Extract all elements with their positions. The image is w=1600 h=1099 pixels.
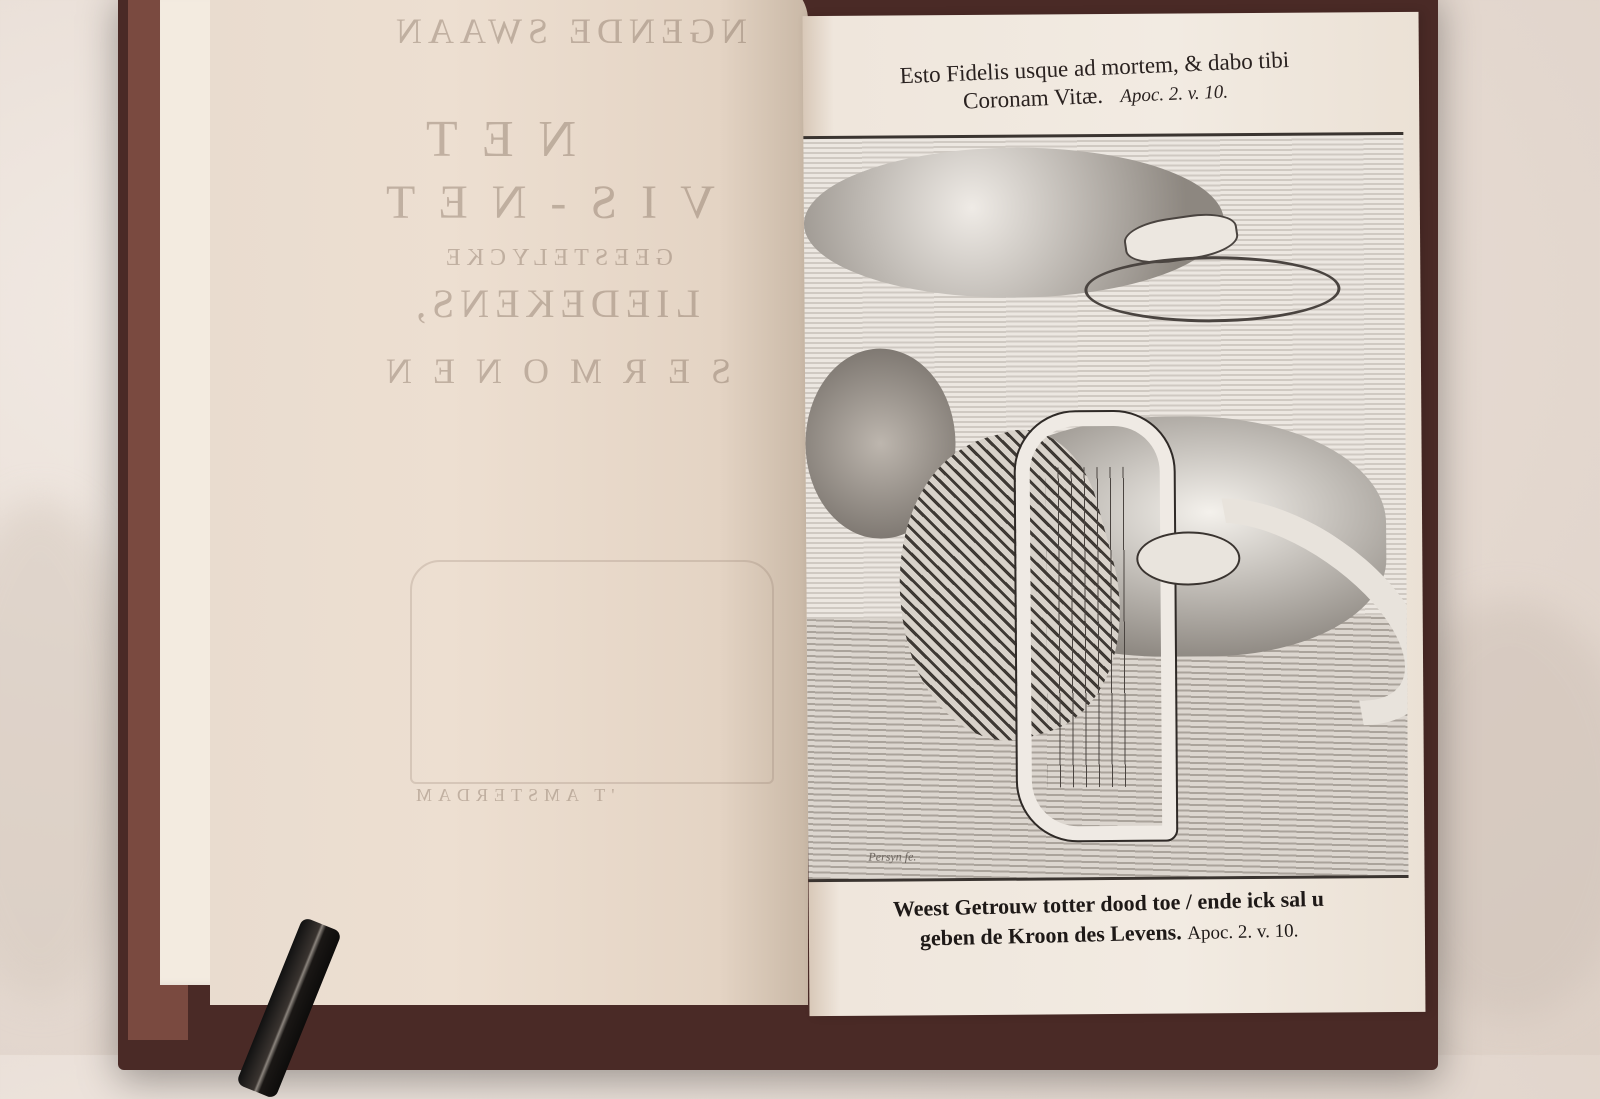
- left-page: [210, 0, 808, 1005]
- ghost-text: NGENDE SWAAN: [390, 11, 747, 51]
- laurel-wreath: [1084, 255, 1340, 323]
- bible-reference: Apoc. 2. v. 10.: [1119, 81, 1229, 108]
- bible-reference: Apoc. 2. v. 10.: [1186, 920, 1299, 945]
- ghost-text: GEESTELYCKE: [440, 245, 673, 271]
- right-page: [803, 12, 1426, 1016]
- ghost-text: V I S - N E T: [380, 176, 715, 229]
- caption-text: Coronam Vitæ.: [962, 82, 1104, 114]
- caption-line: Esto Fidelis usque ad mortem, & dabo tibi: [899, 46, 1290, 89]
- caption-text: geben de Kroon des Levens.: [919, 919, 1182, 951]
- ghost-text: N E T: [420, 111, 577, 168]
- harp: [1015, 412, 1176, 841]
- top-caption: [824, 43, 1366, 124]
- ghost-text: 'T AMSTERDAM: [410, 785, 615, 805]
- ghost-emblem: [410, 560, 774, 784]
- ghost-text: LIEDEKENS,: [410, 281, 700, 326]
- caption-line: Weest Getrouw totter dood toe / ende ick sal u: [892, 885, 1325, 922]
- engraver-signature: Persyn fe.: [868, 849, 917, 864]
- bottom-caption: [828, 882, 1389, 958]
- engraving: [803, 132, 1408, 882]
- ghost-text: S E R M O N E N: [380, 351, 732, 391]
